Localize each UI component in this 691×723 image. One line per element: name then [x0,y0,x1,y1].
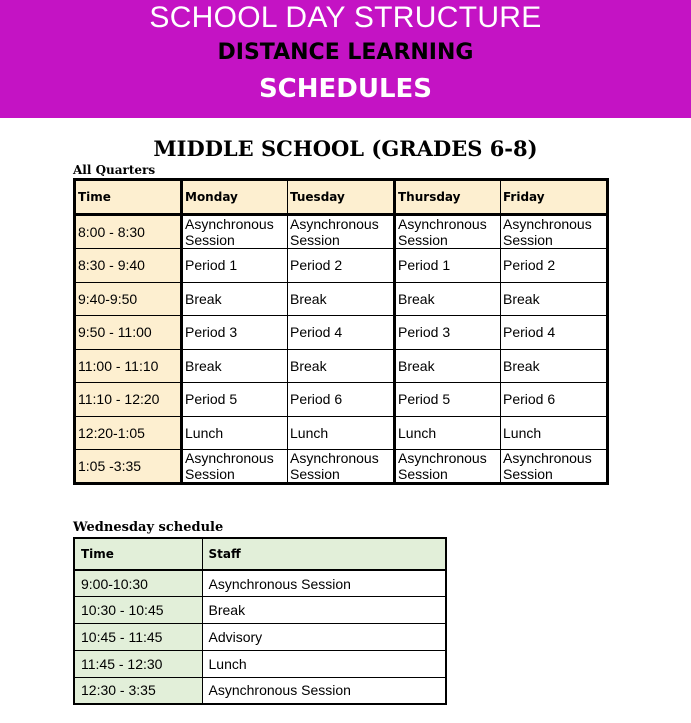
monday-cell: Asynchronous Session [182,215,288,249]
banner-heading: SCHEDULES [258,74,433,104]
friday-cell: Period 6 [501,383,608,417]
staff-cell: Asynchronous Session [202,570,446,597]
tuesday-cell: Period 2 [288,249,395,283]
middle-school-title: MIDDLE SCHOOL (GRADES 6-8) [153,136,538,161]
staff-cell: Asynchronous Session [202,677,446,704]
time-cell: 11:00 - 11:10 [75,349,182,383]
friday-cell: Break [501,282,608,316]
column-header-monday: Monday [182,180,288,215]
table-row [74,570,446,597]
time-cell: 11:10 - 12:20 [75,383,182,417]
time-cell: 10:45 - 11:45 [74,624,202,651]
banner-title: SCHOOL DAY STRUCTURE [149,1,542,34]
time-cell: 9:00-10:30 [74,570,202,597]
middle-school-schedule-table [73,178,609,485]
column-header-time: Time [75,180,182,215]
thursday-cell: Asynchronous Session [395,215,501,249]
monday-cell: Period 5 [182,383,288,417]
tuesday-cell: Break [288,349,395,383]
monday-cell: Break [182,282,288,316]
table-row [75,316,608,350]
tuesday-cell: Break [288,282,395,316]
staff-cell: Break [202,597,446,624]
thursday-cell: Asynchronous Session [395,450,501,484]
staff-cell: Lunch [202,650,446,677]
wednesday-schedule-title: Wednesday schedule [73,520,224,535]
monday-cell: Lunch [182,416,288,450]
time-cell: 12:20-1:05 [75,416,182,450]
time-cell: 8:00 - 8:30 [75,215,182,249]
column-header-time: Time [74,538,202,570]
friday-cell: Asynchronous Session [501,450,608,484]
time-cell: 9:50 - 11:00 [75,316,182,350]
column-header-tuesday: Tuesday [288,180,395,215]
friday-cell: Period 2 [501,249,608,283]
table-row [74,597,446,624]
banner-subtitle: DISTANCE LEARNING [217,40,474,65]
thursday-cell: Period 5 [395,383,501,417]
friday-cell: Lunch [501,416,608,450]
monday-cell: Period 3 [182,316,288,350]
time-cell: 1:05 -3:35 [75,450,182,484]
thursday-cell: Lunch [395,416,501,450]
friday-cell: Period 4 [501,316,608,350]
monday-cell: Break [182,349,288,383]
thursday-cell: Break [395,282,501,316]
tuesday-cell: Period 4 [288,316,395,350]
friday-cell: Asynchronous Session [501,215,608,249]
time-cell: 8:30 - 9:40 [75,249,182,283]
all-quarters-label: All Quarters [73,163,156,177]
thursday-cell: Period 1 [395,249,501,283]
table-row [74,677,446,704]
time-cell: 11:45 - 12:30 [74,650,202,677]
table-row [75,282,608,316]
column-header-thursday: Thursday [395,180,501,215]
tuesday-cell: Asynchronous Session [288,450,395,484]
tuesday-cell: Asynchronous Session [288,215,395,249]
time-cell: 10:30 - 10:45 [74,597,202,624]
time-cell: 12:30 - 3:35 [74,677,202,704]
thursday-cell: Period 3 [395,316,501,350]
table-row [75,450,608,484]
header-banner [0,0,691,118]
staff-cell: Advisory [202,624,446,651]
table-row [74,650,446,677]
friday-cell: Break [501,349,608,383]
table-header-row [75,180,608,215]
tuesday-cell: Period 6 [288,383,395,417]
tuesday-cell: Lunch [288,416,395,450]
time-cell: 9:40-9:50 [75,282,182,316]
table-row [75,383,608,417]
monday-cell: Asynchronous Session [182,450,288,484]
table-row [75,349,608,383]
table-row [75,215,608,249]
table-row [75,249,608,283]
column-header-friday: Friday [501,180,608,215]
wednesday-schedule-table [73,537,447,705]
monday-cell: Period 1 [182,249,288,283]
table-row [74,624,446,651]
table-header-row [74,538,446,570]
thursday-cell: Break [395,349,501,383]
table-row [75,416,608,450]
column-header-staff: Staff [202,538,446,570]
